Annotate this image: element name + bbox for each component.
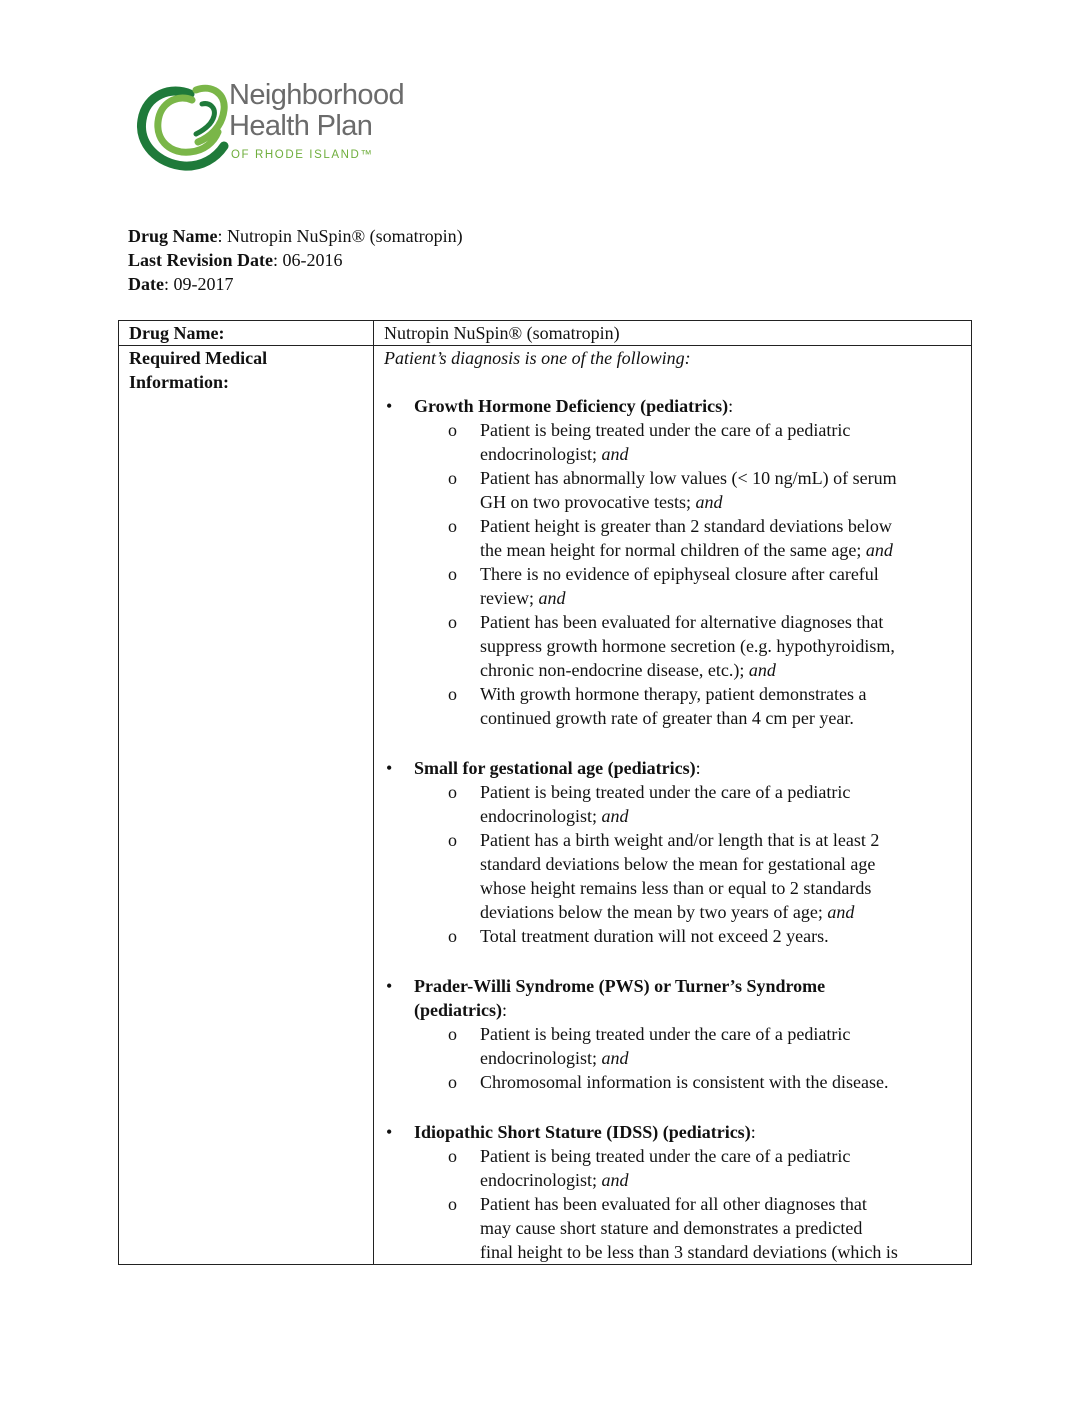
criteria-line: Patient has been evaluated for all other diagnoses that — [480, 1194, 867, 1214]
section-heading-line: Prader-Willi Syndrome (PWS) or Turner’s Syndrome — [414, 976, 826, 996]
criteria-section — [384, 394, 963, 730]
criteria-line: the mean height for normal children of the same age; and — [480, 540, 893, 560]
list-item — [384, 1070, 963, 1094]
sub-bullet-icon: o — [448, 420, 457, 440]
bullet-icon: • — [386, 976, 393, 996]
logo-line-2: Health Plan — [229, 110, 373, 142]
sub-bullet-icon: o — [448, 1072, 457, 1092]
criteria-line: Total treatment duration will not exceed 2 years. — [480, 926, 829, 946]
row-label-line-1: Required Medical — [129, 348, 268, 368]
section-heading-line: (pediatrics): — [414, 1000, 507, 1020]
criteria-line: may cause short stature and demonstrates a predicted — [480, 1218, 863, 1238]
conjunction: and — [865, 540, 893, 560]
conjunction: and — [538, 588, 566, 608]
criteria-line: suppress growth hormone secretion (e.g. hypothyroidism, — [480, 636, 895, 656]
row-label-required-info — [119, 346, 374, 1265]
conjunction: and — [601, 806, 629, 826]
criteria-section — [384, 756, 963, 948]
list-item — [384, 514, 963, 562]
meta-drug-name: Drug Name: Nutropin NuSpin® (somatropin) — [128, 226, 463, 246]
list-item — [384, 682, 963, 730]
criteria-line: endocrinologist; and — [480, 1170, 629, 1190]
policy-table — [118, 320, 972, 1265]
criteria-line: There is no evidence of epiphyseal closure after careful — [480, 564, 879, 584]
criteria-line: chronic non-endocrine disease, etc.); and — [480, 660, 776, 680]
criteria-line: Patient has abnormally low values (< 10 ng/mL) of serum — [480, 468, 897, 488]
meta-drug-name-value: Nutropin NuSpin® (somatropin) — [227, 226, 463, 246]
row-label-line-2: Information: — [129, 372, 229, 392]
conjunction: and — [827, 902, 855, 922]
criteria-line: Patient is being treated under the care of a pediatric — [480, 1146, 851, 1166]
conjunction: and — [601, 1170, 629, 1190]
bullet-icon: • — [386, 396, 393, 416]
list-item — [384, 418, 963, 466]
table-row-drug-name — [119, 321, 972, 346]
section-heading: • Idiopathic Short Stature (IDSS) (pediatrics): — [386, 1122, 756, 1142]
meta-revision-date: Last Revision Date: 06-2016 — [128, 250, 343, 270]
criteria-line: review; and — [480, 588, 566, 608]
criteria-line: whose height remains less than or equal to 2 standards — [480, 878, 872, 898]
list-item — [384, 1144, 963, 1192]
row-value-drug-name: Nutropin NuSpin® (somatropin) — [374, 321, 972, 346]
document-meta — [128, 224, 463, 296]
criteria-line: Patient has been evaluated for alternative diagnoses that — [480, 612, 884, 632]
logo-line-3: OF RHODE ISLAND™ — [231, 149, 374, 161]
list-item — [384, 1192, 963, 1264]
criteria-list — [384, 418, 963, 730]
conjunction: and — [748, 660, 776, 680]
criteria-line: final height to be less than 3 standard deviations (which is — [480, 1242, 898, 1262]
meta-date: Date: 09-2017 — [128, 274, 234, 294]
section-heading — [384, 974, 963, 1022]
sub-bullet-icon: o — [448, 926, 457, 946]
meta-revision-value: 06-2016 — [282, 250, 343, 270]
criteria-line: continued growth rate of greater than 4 cm per year. — [480, 708, 854, 728]
list-item — [384, 610, 963, 682]
sub-bullet-icon: o — [448, 1146, 457, 1166]
meta-revision-label: Last Revision Date — [128, 250, 273, 270]
list-item — [384, 562, 963, 610]
sub-bullet-icon: o — [448, 612, 457, 632]
conjunction: and — [695, 492, 723, 512]
section-heading: • Small for gestational age (pediatrics): — [386, 758, 701, 778]
criteria-line: deviations below the mean by two years of age; and — [480, 902, 855, 922]
criteria-line: Patient is being treated under the care of a pediatric — [480, 420, 851, 440]
criteria-list — [384, 780, 963, 948]
list-item — [384, 466, 963, 514]
criteria-line: standard deviations below the mean for gestational age — [480, 854, 876, 874]
criteria-line: GH on two provocative tests; and — [480, 492, 723, 512]
row-value-required-info — [374, 346, 972, 1265]
criteria-line: Patient height is greater than 2 standard deviations below — [480, 516, 892, 536]
list-item — [384, 924, 963, 948]
conjunction: and — [601, 1048, 629, 1068]
sub-bullet-icon: o — [448, 1024, 457, 1044]
criteria-line: Chromosomal information is consistent with the disease. — [480, 1072, 889, 1092]
criteria-line: endocrinologist; and — [480, 1048, 629, 1068]
sub-bullet-icon: o — [448, 564, 457, 584]
sub-bullet-icon: o — [448, 1194, 457, 1214]
section-heading-text: Idiopathic Short Stature (IDSS) (pediatrics) — [414, 1122, 751, 1142]
meta-date-label: Date — [128, 274, 164, 294]
logo-line-1: Neighborhood — [229, 79, 404, 111]
meta-drug-name-label: Drug Name — [128, 226, 218, 246]
criteria-list — [384, 1022, 963, 1094]
criteria-list — [384, 1144, 963, 1264]
criteria-intro: Patient’s diagnosis is one of the following: — [384, 348, 691, 368]
sub-bullet-icon: o — [448, 782, 457, 802]
criteria-line: endocrinologist; and — [480, 444, 629, 464]
row-label-drug-name: Drug Name: — [119, 321, 374, 346]
list-item — [384, 780, 963, 828]
sub-bullet-icon: o — [448, 468, 457, 488]
sub-bullet-icon: o — [448, 684, 457, 704]
criteria-line: Patient has a birth weight and/or length that is at least 2 — [480, 830, 880, 850]
list-item — [384, 1022, 963, 1070]
criteria-line: Patient is being treated under the care of a pediatric — [480, 1024, 851, 1044]
criteria-line: endocrinologist; and — [480, 806, 629, 826]
criteria-sections — [384, 394, 963, 1264]
meta-date-value: 09-2017 — [173, 274, 234, 294]
criteria-section — [384, 974, 963, 1094]
sub-bullet-icon: o — [448, 516, 457, 536]
bullet-icon: • — [386, 1122, 393, 1142]
criteria-section — [384, 1120, 963, 1264]
section-heading-text: Growth Hormone Deficiency (pediatrics) — [414, 396, 729, 416]
bullet-icon: • — [386, 758, 393, 778]
conjunction: and — [601, 444, 629, 464]
sub-bullet-icon: o — [448, 830, 457, 850]
section-heading: • Growth Hormone Deficiency (pediatrics): — [386, 396, 734, 416]
table-row-required-info — [119, 346, 972, 1265]
list-item — [384, 828, 963, 924]
criteria-line: Patient is being treated under the care of a pediatric — [480, 782, 851, 802]
section-heading-text: Small for gestational age (pediatrics) — [414, 758, 696, 778]
criteria-line: With growth hormone therapy, patient demonstrates a — [480, 684, 867, 704]
